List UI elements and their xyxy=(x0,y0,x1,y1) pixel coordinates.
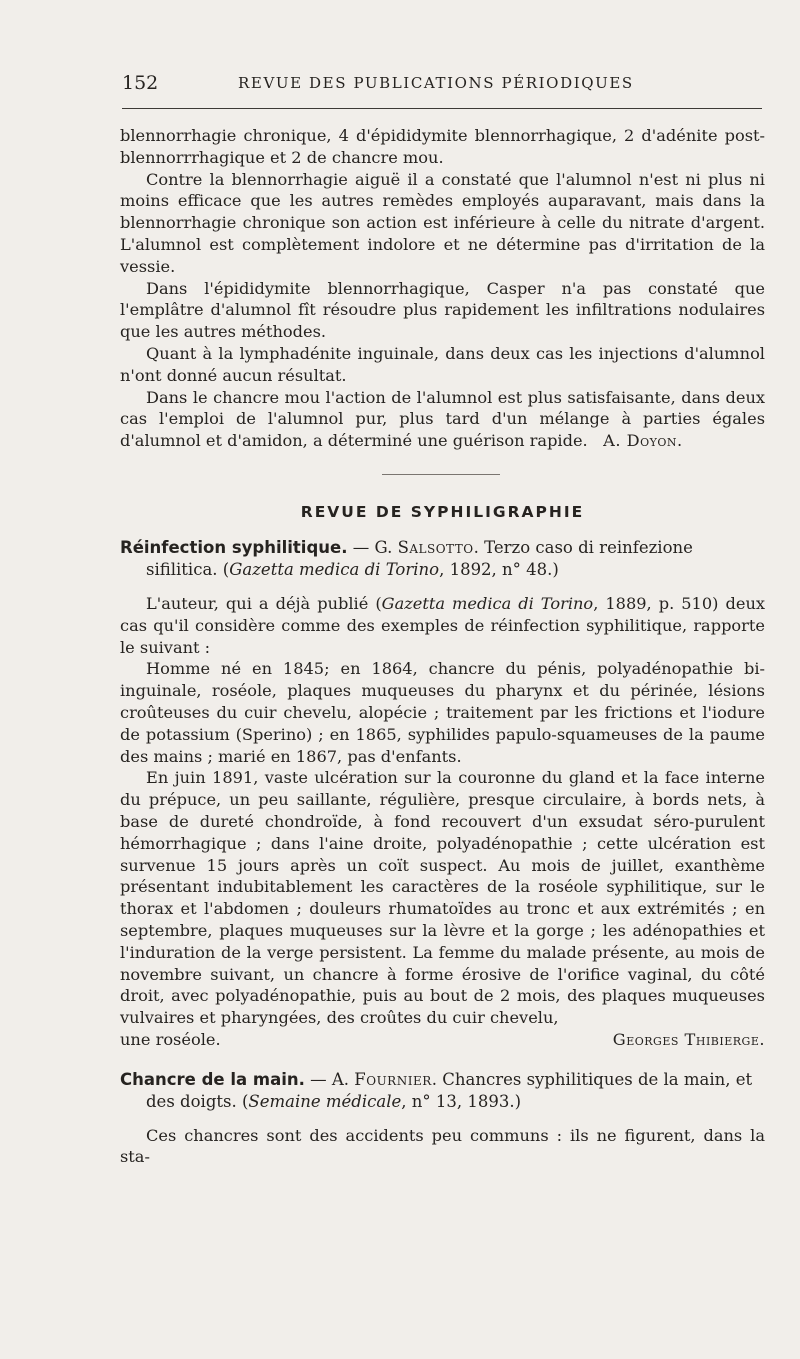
paragraph: Homme né en 1845; en 1864, chancre du pénis, polyadénopathie bi-inguinale, roséole, plaques muqueuses du pharynx et du périnée, lésions croûteuses du cuir chevelu, alopécie ; traitement par les frictions et l'iodure de potassium (Sperino) ; en 1865, syphilides papulo-squameuses de la paume des mains ; marié en 1867, pas d'enfants. xyxy=(120,659,765,766)
running-title: REVUE DES PUBLICATIONS PÉRIODIQUES xyxy=(238,74,634,92)
author-signature: Georges Thibierge. xyxy=(612,1029,765,1049)
journal-name: Gazetta medica di Torino xyxy=(229,559,440,579)
article-author: Fournier xyxy=(354,1069,432,1089)
paragraph: Contre la blennorrhagie aiguë il a constaté que l'alumnol n'est ni plus ni moins efficace que les autres remèdes employés auparavant, mais dans la blennorrhagie chronique son action est inférieure à celle du nitrate d'argent. L'alumnol est complètement indolore et ne détermine pas d'irritation de la vessie. xyxy=(120,169,765,276)
paragraph-last-line xyxy=(120,1029,765,1051)
article-heading xyxy=(120,1069,765,1113)
header-rule xyxy=(122,108,762,109)
spacer xyxy=(120,1051,765,1069)
paragraph: En juin 1891, vaste ulcération sur la couronne du gland et la face interne du prépuce, un peu saillante, régulière, presque circulaire, à bords nets, à base de dureté chondroïde, à fond recouvert d'un exsudat séro-purulent hémorrhagique ; dans l'aine droite, polyadénopathie ; cette ulcération est survenue 15 jours après un coït suspect. Au mois de juillet, exanthème présentant indubitablement les caractères de la roséole syphilitique, sur le thorax et l'abdomen ; douleurs rhumatoïdes au tronc et aux extrémités ; en septembre, plaques muqueuses sur la lèvre et la gorge ; les adénopathies et l'induration de la verge persistent. La femme du malade présente, au mois de novembre suivant, un chancre à forme érosive de l'orifice vaginal, du côté droit, avec polyadénopathie, puis au bout de 2 mois, des plaques muqueuses vulvaires et pharyngées, des croûtes du cuir chevelu, xyxy=(120,768,765,1028)
paragraph-text: , 1889, p. 510) deux cas qu'il considère comme des exemples de réinfection syphilitique, rapporte le suivant : xyxy=(120,593,765,657)
running-head xyxy=(120,72,765,98)
article-author: Salsotto xyxy=(397,537,474,557)
journal-name: Semaine médicale xyxy=(248,1091,402,1111)
author-prefix: — A. xyxy=(304,1069,355,1089)
text-column xyxy=(120,125,765,1168)
page-number: 152 xyxy=(122,72,159,94)
paragraph-with-signature xyxy=(120,387,765,452)
author-signature: A. Doyon. xyxy=(603,431,683,451)
paragraph: Quant à la lymphadénite inguinale, dans deux cas les injections d'alumnol n'ont donné aucun résultat. xyxy=(120,343,765,385)
separator-rule xyxy=(382,474,500,475)
paragraph: Dans l'épididymite blennorrhagique, Casper n'a pas constaté que l'emplâtre d'alumnol fît résoudre plus rapidement les infiltrations nodulaires que les autres méthodes. xyxy=(120,278,765,342)
article-title: Réinfection syphilitique. xyxy=(120,537,348,557)
author-prefix: — G. xyxy=(347,537,398,557)
citation-text: . Chancres syphilitiques de la main, et des doigts. ( xyxy=(146,1069,753,1111)
paragraph-text: une roséole. xyxy=(120,1029,221,1049)
article-heading xyxy=(120,537,765,581)
paragraph-text: L'auteur, qui a déjà publié ( xyxy=(146,593,382,613)
citation-end: , n° 13, 1893.) xyxy=(401,1091,522,1111)
article-title: Chancre de la main. xyxy=(120,1069,305,1089)
citation-text: . Terzo caso di reinfezione sifilitica. ( xyxy=(146,537,693,579)
paragraph: blennorrhagie chronique, 4 d'épididymite blennorrhagique, 2 d'adénite post-blennorrrhagique et 2 de chancre mou. xyxy=(120,126,765,167)
paragraph-text: Dans le chancre mou l'action de l'alumnol est plus satisfaisante, dans deux cas l'emploi de l'alumnol pur, plus tard d'un mélange à parties égales d'alumnol et d'amidon, a déterminé une guérison rapide. xyxy=(120,387,765,451)
journal-name: Gazetta medica di Torino xyxy=(381,593,594,613)
paragraph xyxy=(120,593,765,658)
paragraph: Ces chancres sont des accidents peu communs : ils ne figurent, dans la sta- xyxy=(120,1125,765,1167)
citation-end: , 1892, n° 48.) xyxy=(439,559,559,579)
section-title: REVUE DE SYPHILIGRAPHIE xyxy=(300,502,585,521)
